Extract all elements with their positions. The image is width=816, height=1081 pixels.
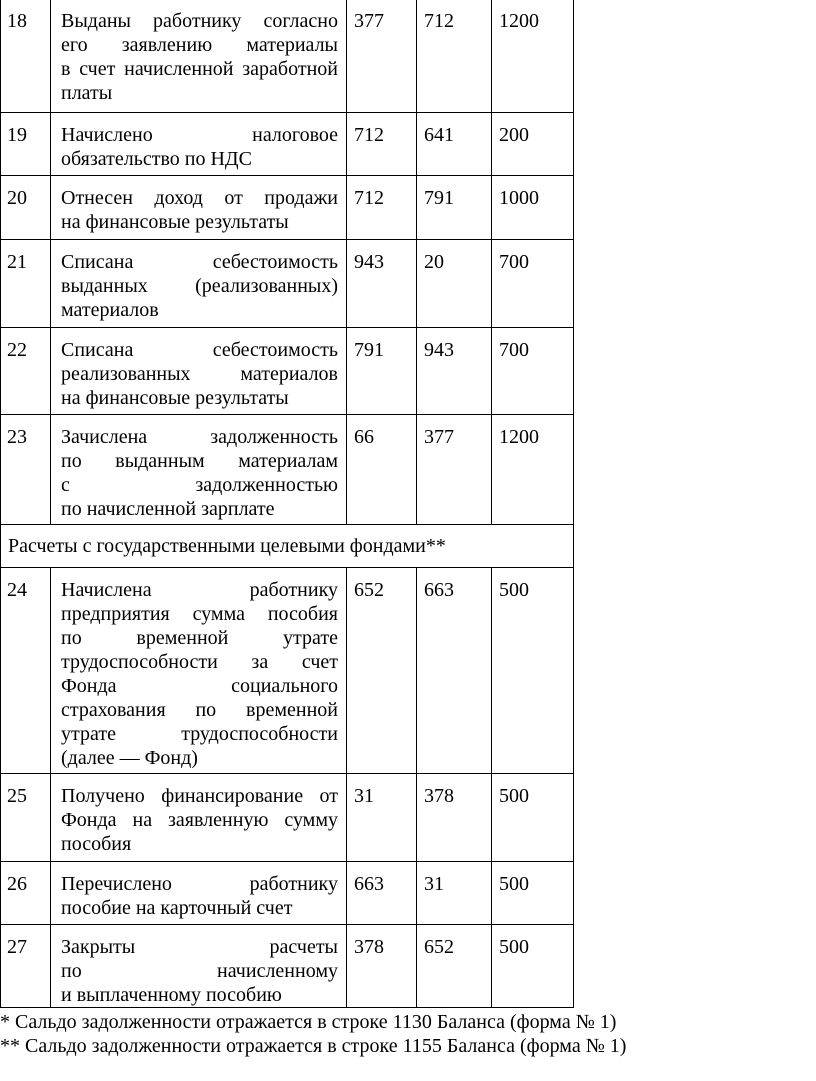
description-line: выданных (реализованных) xyxy=(61,275,338,297)
description-line: утрате трудоспособности xyxy=(61,723,338,745)
table-row xyxy=(1,862,574,925)
amount-text: 1200 xyxy=(499,10,539,32)
operation-description xyxy=(51,415,347,525)
amount xyxy=(492,176,574,240)
description-line: по выданным материалам xyxy=(61,450,338,472)
description-line: на финансовые результаты xyxy=(61,211,289,233)
debit-account-text: 31 xyxy=(354,785,374,807)
credit-account xyxy=(417,113,492,176)
amount xyxy=(492,415,574,525)
row-number-text: 20 xyxy=(7,187,27,209)
description-line: пособие на карточный счет xyxy=(61,897,293,919)
debit-account xyxy=(347,568,417,774)
credit-account xyxy=(417,0,492,113)
debit-account xyxy=(347,862,417,925)
row-number xyxy=(1,113,51,176)
credit-account xyxy=(417,328,492,415)
table-row xyxy=(1,774,574,862)
debit-account-text: 663 xyxy=(354,873,384,895)
row-number xyxy=(1,240,51,328)
description-line: по начисленному xyxy=(61,960,338,982)
description-line: материалов xyxy=(61,299,159,321)
row-number xyxy=(1,925,51,1008)
description-line: Закрыты расчеты xyxy=(61,936,338,958)
row-number-text: 24 xyxy=(7,579,27,601)
credit-account-text: 712 xyxy=(424,10,454,32)
credit-account-text: 943 xyxy=(424,339,454,361)
description-line: Фонда на заявленную сумму xyxy=(61,809,338,831)
description-line: Начислено налоговое xyxy=(61,124,338,146)
description-line: обязательство по НДС xyxy=(61,148,252,170)
debit-account xyxy=(347,328,417,415)
section-title: Расчеты с государственными целевыми фондами** xyxy=(1,525,574,568)
footnote-1: * Сальдо задолженности отражается в строке 1130 Баланса (форма № 1) xyxy=(0,1011,617,1033)
amount xyxy=(492,113,574,176)
debit-account-text: 377 xyxy=(354,10,384,32)
amount-text: 1000 xyxy=(499,187,539,209)
description-line: и выплаченному пособию xyxy=(61,984,282,1006)
credit-account xyxy=(417,925,492,1008)
credit-account xyxy=(417,240,492,328)
description-line: трудоспособности за счет xyxy=(61,651,338,673)
entries-group-2 xyxy=(1,568,574,1008)
operation-description xyxy=(51,176,347,240)
credit-account-text: 652 xyxy=(424,936,454,958)
amount-text: 1200 xyxy=(499,426,539,448)
row-number-text: 21 xyxy=(7,251,27,273)
table-row xyxy=(1,0,574,113)
debit-account xyxy=(347,176,417,240)
table-row xyxy=(1,415,574,525)
row-number xyxy=(1,0,51,113)
amount xyxy=(492,0,574,113)
description-line: Зачислена задолженность xyxy=(61,426,338,448)
credit-account-text: 641 xyxy=(424,124,454,146)
debit-account xyxy=(347,415,417,525)
debit-account xyxy=(347,113,417,176)
credit-account-text: 663 xyxy=(424,579,454,601)
operation-description xyxy=(51,113,347,176)
amount-text: 500 xyxy=(499,785,529,807)
operation-description xyxy=(51,862,347,925)
table-row xyxy=(1,568,574,774)
amount xyxy=(492,774,574,862)
amount xyxy=(492,862,574,925)
operation-description xyxy=(51,568,347,774)
table-row xyxy=(1,925,574,1008)
operation-description xyxy=(51,774,347,862)
table-row xyxy=(1,113,574,176)
description-line: Перечислено работнику xyxy=(61,873,338,895)
row-number xyxy=(1,862,51,925)
amount-text: 700 xyxy=(499,251,529,273)
credit-account xyxy=(417,176,492,240)
section-header-group xyxy=(1,525,574,568)
credit-account xyxy=(417,774,492,862)
debit-account xyxy=(347,925,417,1008)
section-row xyxy=(1,525,574,568)
table-row xyxy=(1,176,574,240)
description-line: по начисленной зарплате xyxy=(61,498,275,520)
credit-account-text: 20 xyxy=(424,251,444,273)
debit-account-text: 712 xyxy=(354,124,384,146)
row-number xyxy=(1,415,51,525)
description-line: его заявлению материалы xyxy=(61,34,338,56)
credit-account xyxy=(417,568,492,774)
credit-account-text: 31 xyxy=(424,873,444,895)
description-line: платы xyxy=(61,82,113,104)
row-number-text: 23 xyxy=(7,426,27,448)
amount xyxy=(492,328,574,415)
debit-account xyxy=(347,240,417,328)
amount-text: 200 xyxy=(499,124,529,146)
debit-account-text: 712 xyxy=(354,187,384,209)
row-number-text: 27 xyxy=(7,936,27,958)
description-line: на финансовые результаты xyxy=(61,387,289,409)
description-line: Фонда социального xyxy=(61,675,338,697)
row-number-text: 19 xyxy=(7,124,27,146)
amount xyxy=(492,568,574,774)
description-line: предприятия сумма пособия xyxy=(61,603,338,625)
row-number-text: 25 xyxy=(7,785,27,807)
amount xyxy=(492,240,574,328)
amount-text: 500 xyxy=(499,936,529,958)
debit-account-text: 943 xyxy=(354,251,384,273)
debit-account-text: 652 xyxy=(354,579,384,601)
credit-account-text: 791 xyxy=(424,187,454,209)
description-line: с задолженностью xyxy=(61,474,338,496)
description-line: Списана себестоимость xyxy=(61,339,338,361)
row-number xyxy=(1,774,51,862)
debit-account xyxy=(347,0,417,113)
credit-account-text: 377 xyxy=(424,426,454,448)
debit-account-text: 378 xyxy=(354,936,384,958)
description-line: Отнесен доход от продажи xyxy=(61,187,338,209)
debit-account xyxy=(347,774,417,862)
amount xyxy=(492,925,574,1008)
debit-account-text: 66 xyxy=(354,426,374,448)
amount-text: 700 xyxy=(499,339,529,361)
debit-account-text: 791 xyxy=(354,339,384,361)
credit-account xyxy=(417,415,492,525)
row-number-text: 18 xyxy=(7,10,27,32)
entries-group-1 xyxy=(1,0,574,525)
operation-description xyxy=(51,328,347,415)
credit-account-text: 378 xyxy=(424,785,454,807)
description-line: Выданы работнику согласно xyxy=(61,10,338,32)
description-line: Списана себестоимость xyxy=(61,251,338,273)
amount-text: 500 xyxy=(499,873,529,895)
row-number xyxy=(1,568,51,774)
operation-description xyxy=(51,925,347,1008)
row-number xyxy=(1,328,51,415)
row-number-text: 26 xyxy=(7,873,27,895)
row-number xyxy=(1,176,51,240)
description-line: реализованных материалов xyxy=(61,363,338,385)
operation-description xyxy=(51,240,347,328)
operation-description xyxy=(51,0,347,113)
description-line: по временной утрате xyxy=(61,627,338,649)
amount-text: 500 xyxy=(499,579,529,601)
description-line: страхования по временной xyxy=(61,699,338,721)
description-line: Получено финансирование от xyxy=(61,785,338,807)
description-line: (далее — Фонд) xyxy=(61,747,198,769)
footnote-2: ** Сальдо задолженности отражается в строке 1155 Баланса (форма № 1) xyxy=(0,1035,627,1057)
description-line: пособия xyxy=(61,833,132,855)
table-row xyxy=(1,328,574,415)
description-line: Начислена работнику xyxy=(61,579,338,601)
description-line: в счет начисленной заработной xyxy=(61,58,338,80)
table-row xyxy=(1,240,574,328)
credit-account xyxy=(417,862,492,925)
row-number-text: 22 xyxy=(7,339,27,361)
footnotes xyxy=(0,1010,626,1058)
